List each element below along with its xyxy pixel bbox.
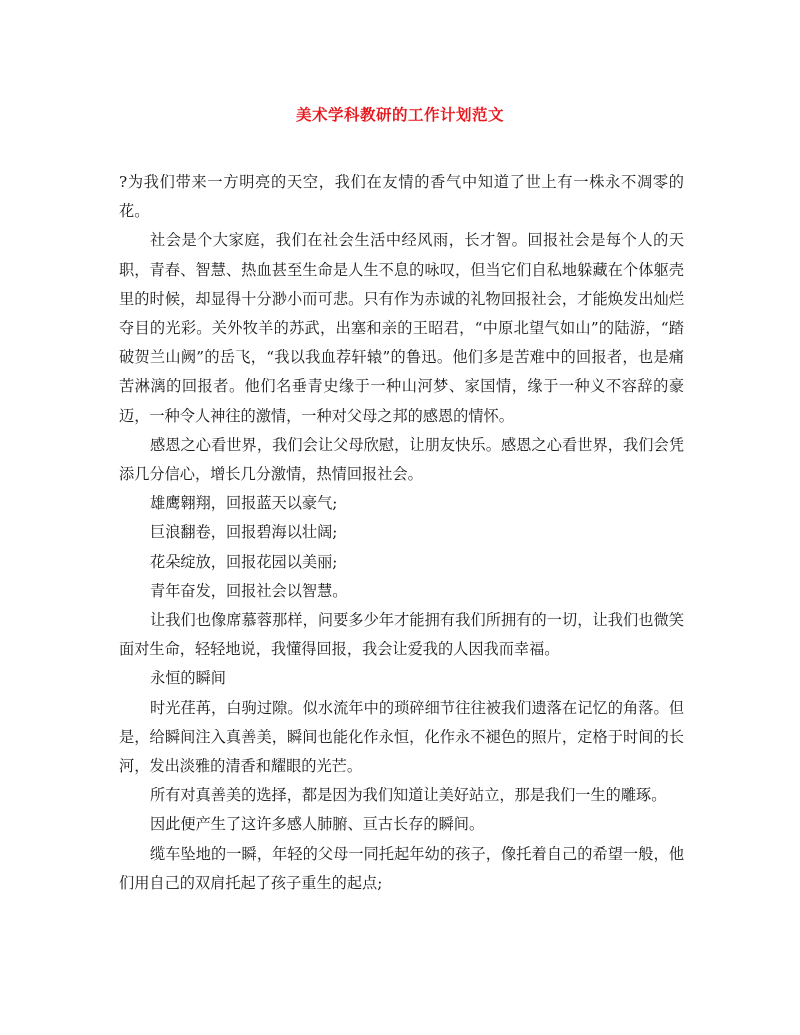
paragraph: 雄鹰翱翔，回报蓝天以豪气; xyxy=(150,494,338,513)
paragraph: ?为我们带来一方明亮的天空，我们在友情的香气中知道了世上有一株永不凋零的花。 xyxy=(119,173,684,221)
paragraph: 所有对真善美的选择，都是因为我们知道让美好站立，那是我们一生的雕琢。 xyxy=(150,786,667,805)
paragraph: 巨浪翻卷，回报碧海以壮阔; xyxy=(150,523,338,542)
paragraph: 青年奋发，回报社会以智慧。 xyxy=(150,581,348,600)
paragraph: 让我们也像席慕蓉那样，问要多少年才能拥有我们所拥有的一切，让我们也微笑面对生命，轻轻地说，我懂得回报，我会让爱我的人因我而幸福。 xyxy=(119,611,684,659)
document-body xyxy=(119,168,684,898)
paragraph: 感恩之心看世界，我们会让父母欣慰，让朋友快乐。感恩之心看世界，我们会凭添几分信心，增长几分激情，热情回报社会。 xyxy=(119,435,684,484)
paragraph: 时光荏苒，白驹过隙。似水流年中的琐碎细节往往被我们遗落在记忆的角落。但是，给瞬间注入真善美，瞬间也能化作永恒，化作永不褪色的照片，定格于时间的长河，发出淡雅的清香和耀眼的光芒。 xyxy=(119,698,684,776)
paragraph: 花朵绽放，回报花园以美丽; xyxy=(150,552,338,571)
paragraph: 因此便产生了这许多感人肺腑、亘古长存的瞬间。 xyxy=(150,815,485,834)
document-title: 美术学科教研的工作计划范文 xyxy=(295,105,504,124)
paragraph: 社会是个大家庭，我们在社会生活中经风雨，长才智。回报社会是每个人的天职，青春、智慧、热血甚至生命是人生不息的咏叹，但当它们自私地躲藏在个体躯壳里的时候，却显得十分渺小而可悲。只有作为赤诚的礼物回报社会，才能焕发出灿烂夺目的光彩。关外牧羊的苏武，出塞和亲的王昭君，“中原北望气如山”的陆游，“踏破贺兰山阙”的岳飞，“我以我血荐轩辕”的鲁迅。他们多是苦难中的回报者，也是痛苦淋漓的回报者。他们名垂青史缘于一种山河梦、家国情，缘于一种义不容辞的豪迈，一种令人神往的激情，一种对父母之邦的感恩的情怀。 xyxy=(119,231,684,425)
section-heading: 永恒的瞬间 xyxy=(150,669,226,688)
paragraph: 缆车坠地的一瞬，年轻的父母一同托起年幼的孩子，像托着自己的希望一般，他们用自己的双肩托起了孩子重生的起点; xyxy=(119,844,684,892)
